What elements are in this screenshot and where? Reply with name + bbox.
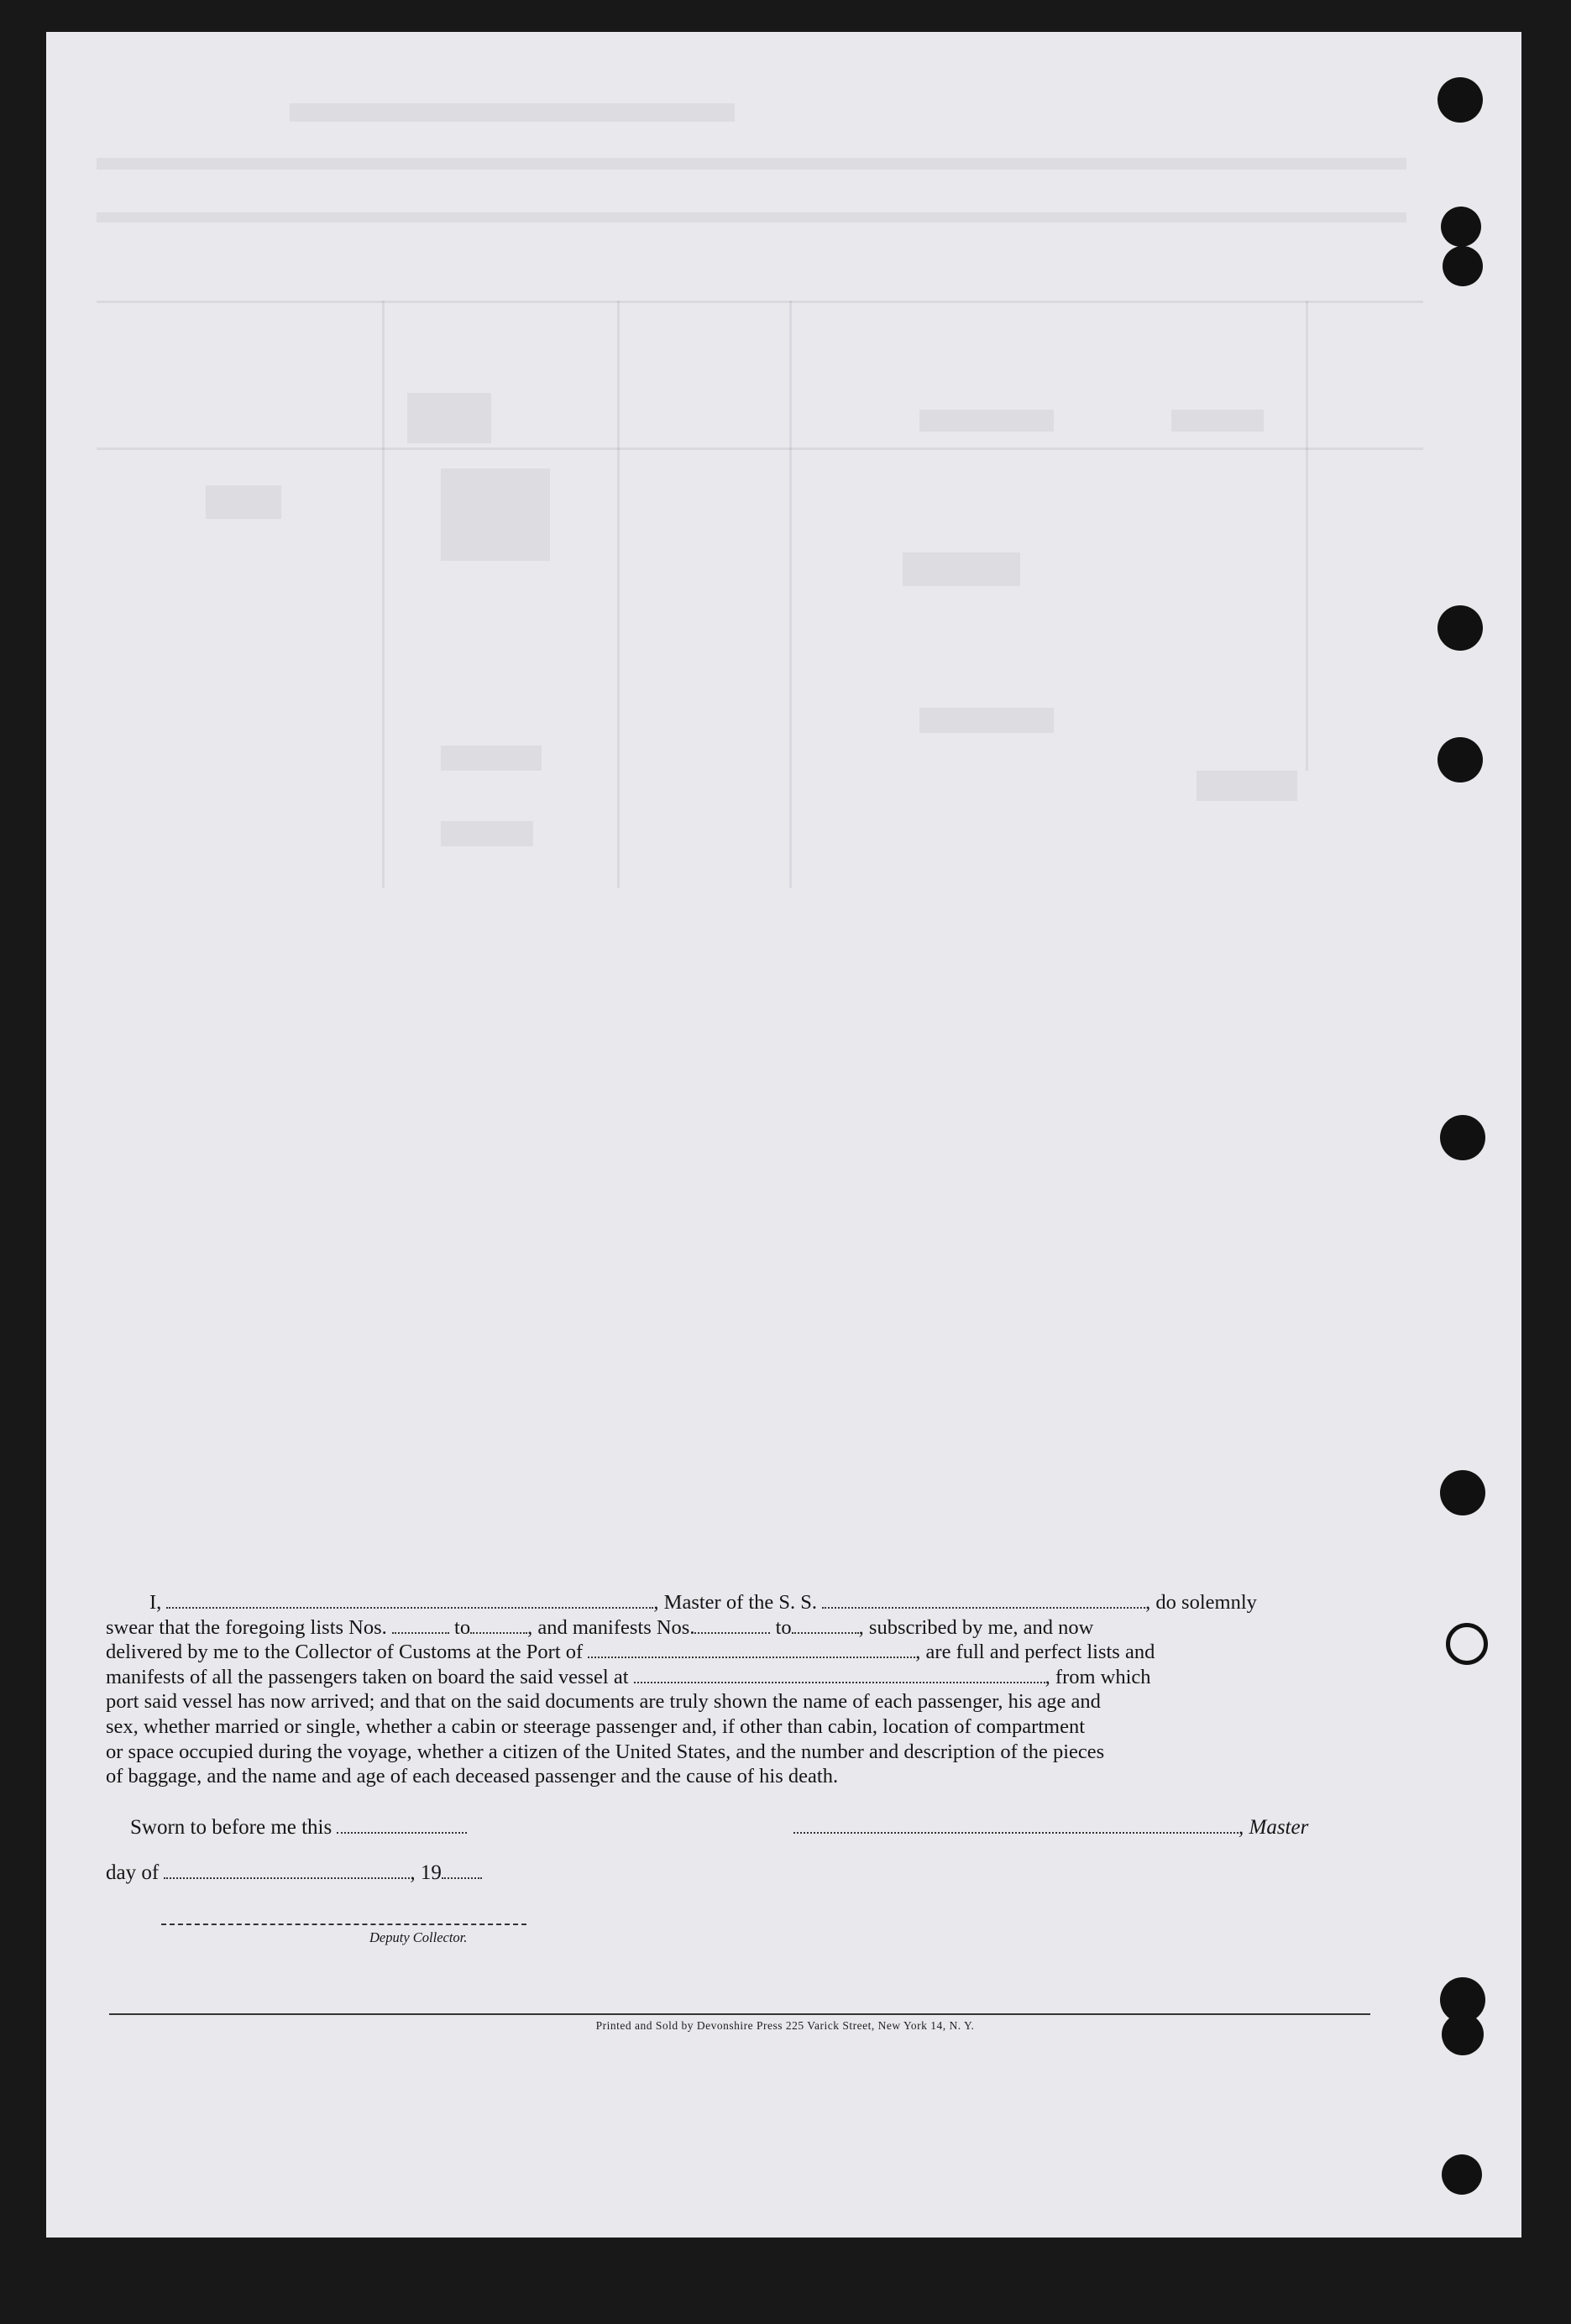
bleed-through-rule <box>1306 301 1308 771</box>
oath-text: manifests of all the passengers taken on board the said vessel at <box>106 1665 634 1688</box>
punch-hole <box>1441 207 1481 247</box>
manifest-number-from-blank <box>694 1617 770 1634</box>
bleed-through-rule <box>382 301 385 888</box>
oath-line-3 <box>106 1640 1369 1665</box>
punch-hole <box>1437 605 1483 651</box>
bleed-through-text <box>903 552 1020 586</box>
sworn-label: Sworn to before me this <box>130 1816 338 1839</box>
oath-line-7: or space occupied during the voyage, whether a citizen of the United States, and the number and description of the pieces <box>106 1740 1105 1763</box>
master-oath-paragraph <box>106 1590 1369 1789</box>
vessel-name-blank <box>822 1592 1145 1609</box>
master-label: , Master <box>1238 1816 1309 1839</box>
oath-line-5: port said vessel has now arrived; and that on the said documents are truly shown the name of each passenger, his age and <box>106 1690 1101 1714</box>
oath-text: , Master of the S. S. <box>653 1591 823 1614</box>
day-of-label: day of <box>106 1861 165 1884</box>
oath-text: , do solemnly <box>1145 1591 1257 1614</box>
oath-text: , and manifests Nos. <box>527 1615 695 1639</box>
bleed-through-text <box>1171 410 1264 432</box>
punch-hole <box>1446 1623 1488 1665</box>
manifest-number-to-blank <box>792 1617 859 1634</box>
bleed-through-line <box>97 158 1406 170</box>
punch-hole <box>1442 2154 1482 2195</box>
bleed-through-text <box>206 485 281 519</box>
oath-text: I, <box>149 1591 167 1614</box>
bleed-through-text <box>919 708 1054 733</box>
oath-text: , from which <box>1045 1665 1151 1688</box>
bleed-through-rule <box>617 301 620 888</box>
port-of-arrival-blank <box>588 1641 915 1658</box>
oath-text: delivered by me to the Collector of Customs at the Port of <box>106 1641 589 1664</box>
master-signature-blank <box>793 1817 1238 1834</box>
sworn-line <box>130 1816 467 1840</box>
oath-line-4 <box>106 1665 1369 1690</box>
bleed-through-text <box>407 393 491 443</box>
deputy-collector-label: Deputy Collector. <box>369 1929 468 1945</box>
sworn-day-blank <box>337 1817 467 1834</box>
bleed-through-text <box>441 821 533 846</box>
oath-line-8: of baggage, and the name and age of each deceased passenger and the cause of his death. <box>106 1765 839 1788</box>
paper-sheet <box>46 32 1521 2238</box>
bleed-through-text <box>919 410 1054 432</box>
bleed-through-rule <box>789 301 792 888</box>
punch-hole <box>1443 246 1483 286</box>
list-number-to-blank <box>470 1617 527 1634</box>
oath-text: to <box>448 1615 471 1639</box>
punch-hole <box>1440 1115 1485 1160</box>
oath-line-2 <box>106 1615 1369 1641</box>
oath-line-1 <box>106 1590 1369 1615</box>
punch-hole <box>1440 1470 1485 1515</box>
bleed-through-text <box>1197 771 1297 801</box>
list-number-from-blank <box>392 1617 449 1634</box>
punch-hole <box>1437 77 1483 123</box>
year-blank <box>442 1862 482 1879</box>
bleed-through-text <box>441 468 550 561</box>
printer-imprint: Printed and Sold by Devonshire Press 225 Varick Street, New York 14, N. Y. <box>595 2019 975 2032</box>
oath-text: , subscribed by me, and now <box>858 1615 1094 1639</box>
master-name-blank <box>166 1592 653 1609</box>
port-of-departure-blank <box>634 1667 1045 1683</box>
month-blank <box>164 1862 410 1879</box>
year-label: , 19 <box>410 1861 442 1884</box>
oath-line-6: sex, whether married or single, whether a cabin or steerage passenger and, if other than cabin, location of compartment <box>106 1714 1086 1738</box>
punch-hole <box>1437 737 1483 783</box>
punch-hole <box>1442 2013 1484 2055</box>
oath-text: swear that the foregoing lists Nos. <box>106 1615 392 1639</box>
bleed-through-heading <box>290 103 735 122</box>
bleed-through-line <box>97 212 1406 222</box>
deputy-signature-blank <box>161 1924 526 1925</box>
oath-text: to <box>770 1615 792 1639</box>
day-of-line <box>106 1861 482 1885</box>
bleed-through-rule <box>97 301 1423 303</box>
bleed-through-rule <box>97 448 1423 450</box>
oath-text: , are full and perfect lists and <box>915 1641 1155 1664</box>
master-signature-line <box>793 1816 1308 1840</box>
bleed-through-text <box>441 746 542 771</box>
footer-rule <box>109 2013 1370 2015</box>
